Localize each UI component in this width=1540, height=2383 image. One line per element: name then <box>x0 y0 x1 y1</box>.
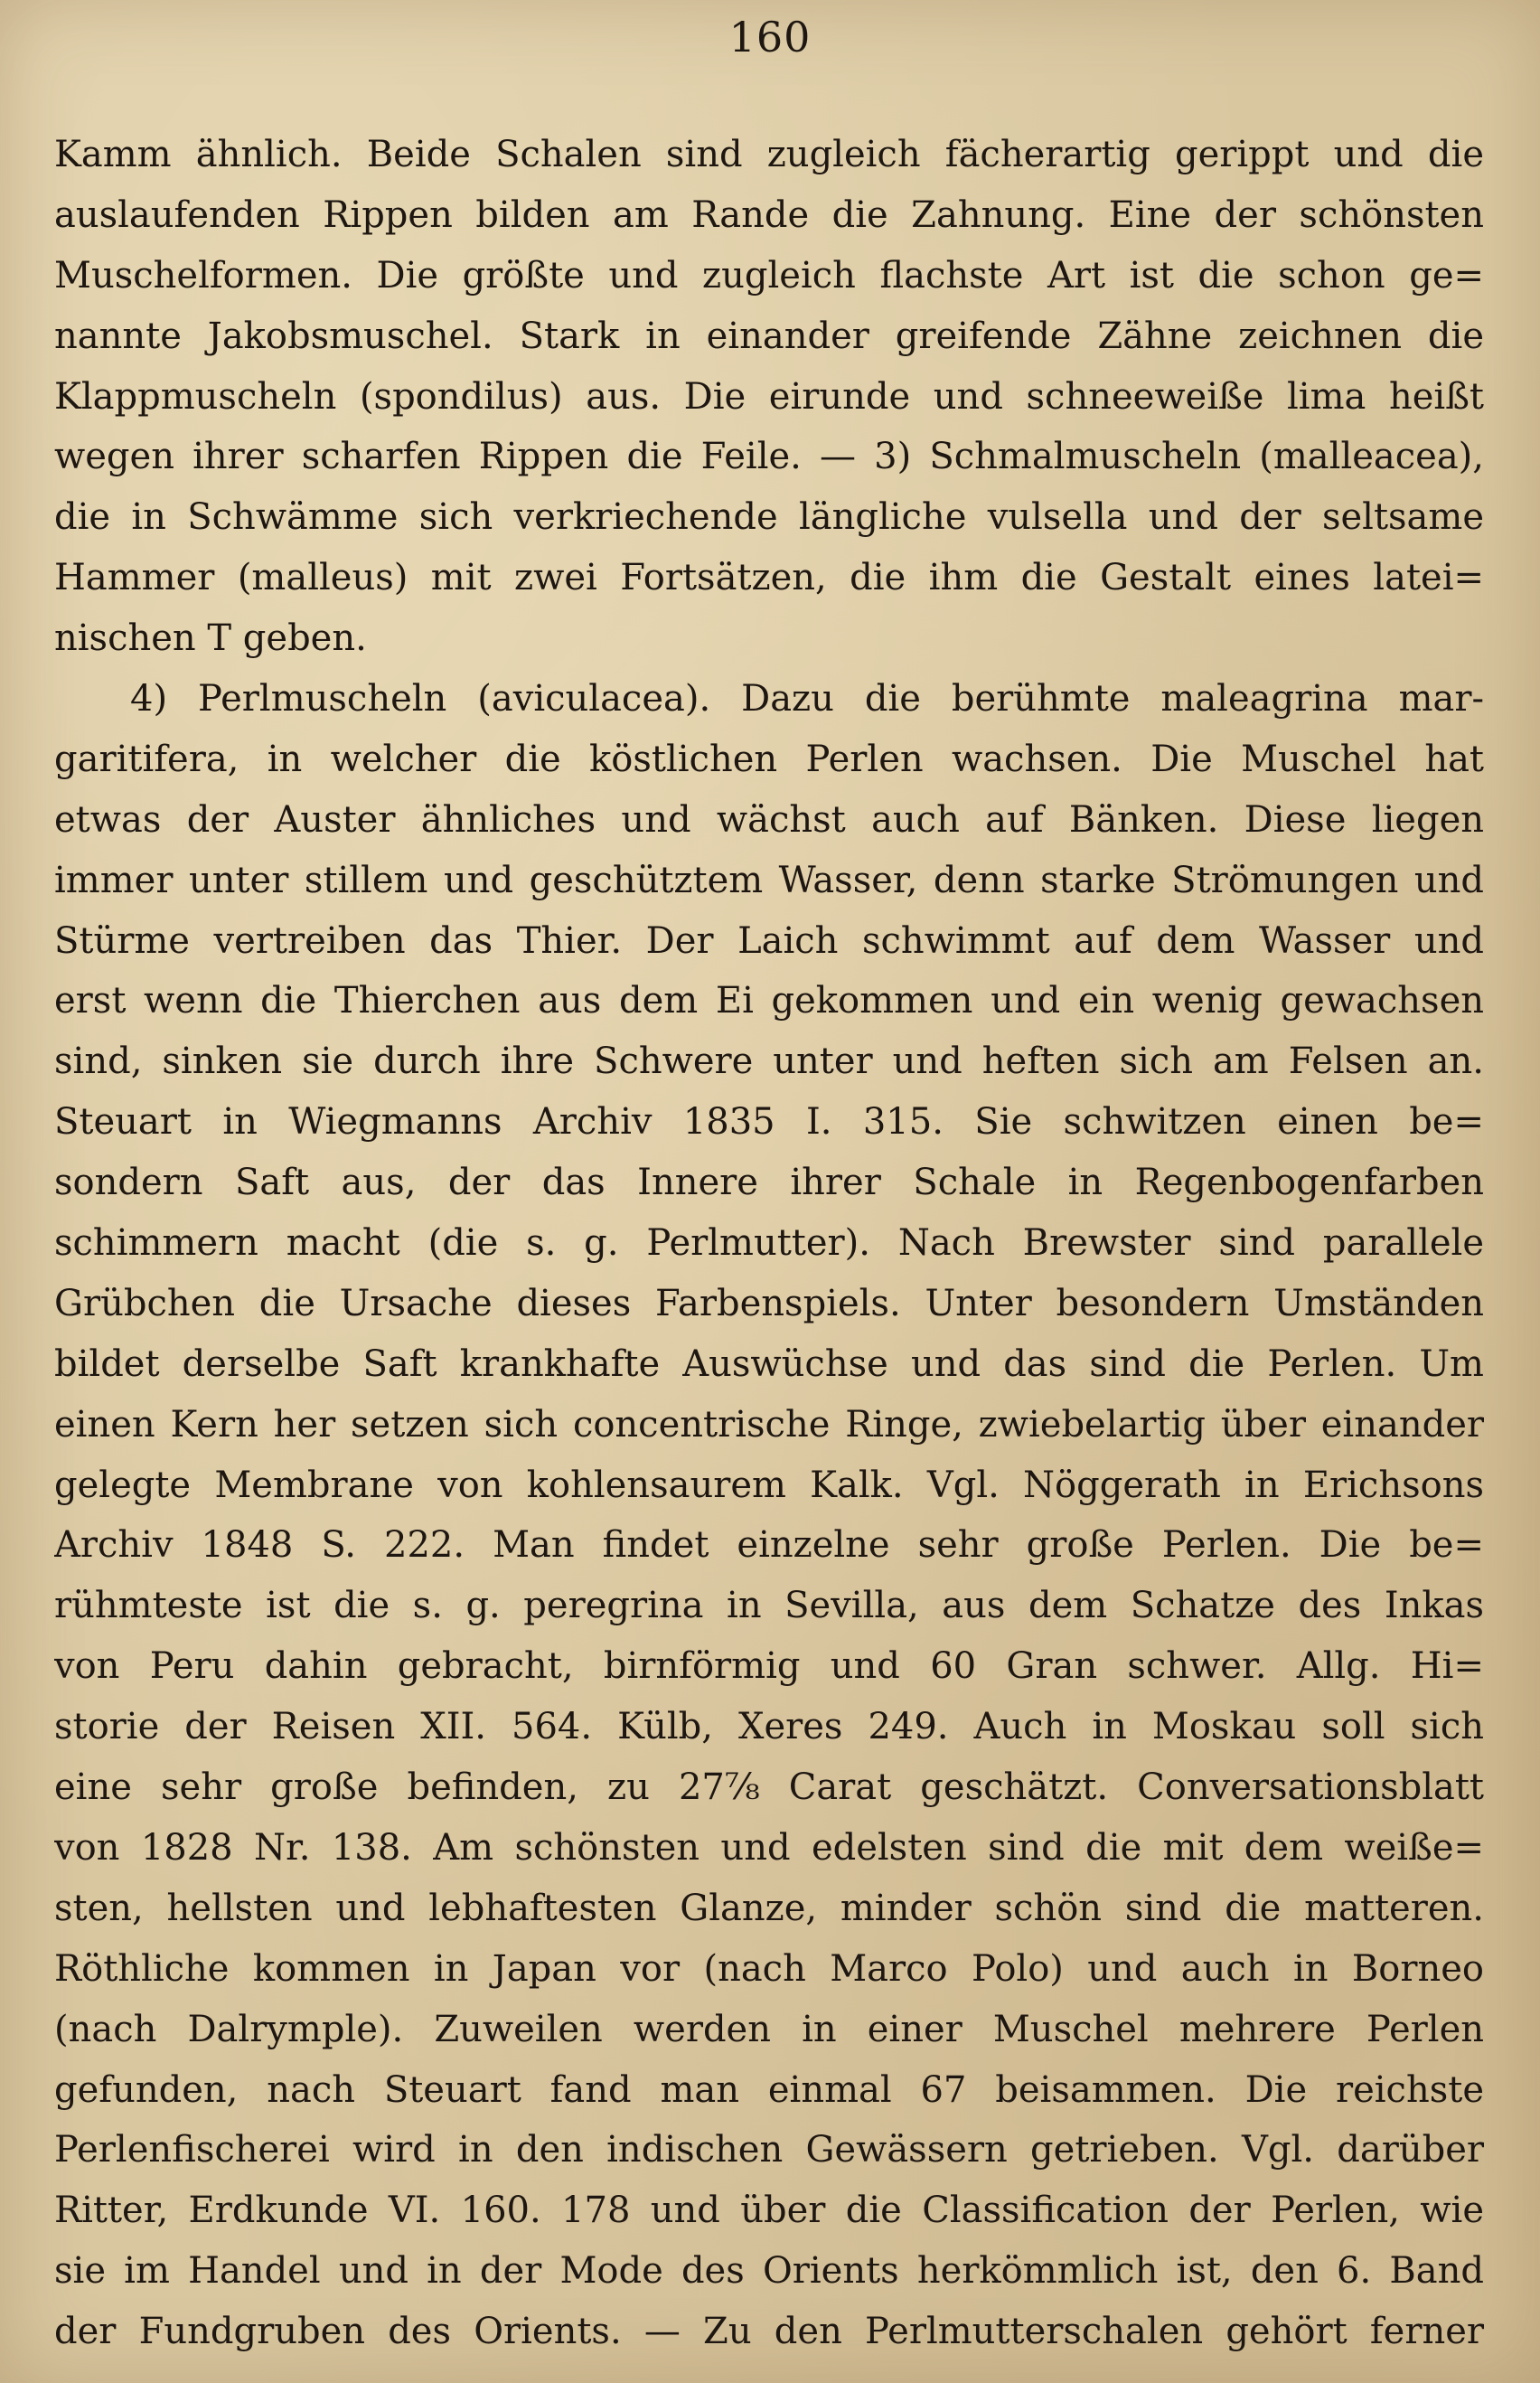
text-line: Röthliche kommen in Japan vor (nach Marco Polo) und auch in Borneo <box>54 1947 1484 1990</box>
text-line: Steuart in Wiegmanns Archiv 1835 I. 315. Sie schwitzen einen be= <box>54 1101 1484 1144</box>
text-line: einen Kern her setzen sich concentrische Ringe, zwiebelartig über einander <box>54 1403 1484 1446</box>
text-line: schimmern macht (die s. g. Perlmutter). Nach Brewster sind parallele <box>54 1222 1484 1265</box>
text-line: wegen ihrer scharfen Rippen die Feile. — 3) Schmalmuscheln (malleacea), <box>54 436 1484 478</box>
text-line: gefunden, nach Steuart fand man einmal 67 beisammen. Die reichste <box>54 2068 1484 2111</box>
text-line: Kamm ähnlich. Beide Schalen sind zugleich fächerartig gerippt und die <box>54 134 1484 175</box>
text-line: nischen T geben. <box>54 617 367 660</box>
text-line: der Fundgruben des Orients. — Zu den Perlmutterschalen gehört ferner <box>54 2311 1484 2353</box>
text-line: Perlenfischerei wird in den indischen Gewässern getrieben. Vgl. darüber <box>54 2129 1484 2171</box>
text-line: sind, sinken sie durch ihre Schwere unter und heften sich am Felsen an. <box>54 1041 1484 1083</box>
text-line: Ritter, Erdkunde VI. 160. 178 und über die Classification der Perlen, wie <box>54 2190 1484 2232</box>
text-line: immer unter stillem und geschütztem Wasser, denn starke Strömungen und <box>54 859 1484 901</box>
text-line: sie im Handel und in der Mode des Orients herkömmlich ist, den 6. Band <box>54 2250 1484 2293</box>
text-line: bildet derselbe Saft krankhafte Auswüchse und das sind die Perlen. Um <box>54 1342 1484 1385</box>
page-number: 160 <box>728 13 812 61</box>
text-line: Grübchen die Ursache dieses Farbenspiels. Unter besondern Umständen <box>54 1282 1484 1324</box>
text-block <box>54 125 1484 2362</box>
text-line: Archiv 1848 S. 222. Man findet einzelne sehr große Perlen. Die be= <box>54 1524 1484 1567</box>
text-line: sondern Saft aus, der das Innere ihrer Schale in Regenbogenfarben <box>54 1162 1484 1204</box>
text-line: die in Schwämme sich verkriechende längliche vulsella und der seltsame <box>54 496 1484 539</box>
text-line: garitifera, in welcher die köstlichen Perlen wachsen. Die Muschel hat <box>54 738 1484 780</box>
text-line: 4) Perlmuscheln (aviculacea). Dazu die berühmte maleagrina mar- <box>130 678 1484 721</box>
text-line: Hammer (malleus) mit zwei Fortsätzen, die ihm die Gestalt eines latei= <box>54 557 1484 599</box>
text-line: sten, hellsten und lebhaftesten Glanze, minder schön sind die matteren. <box>54 1887 1484 1929</box>
text-line: Muschelformen. Die größte und zugleich flachste Art ist die schon ge= <box>54 254 1484 297</box>
text-line: (nach Dalrymple). Zuweilen werden in einer Muschel mehrere Perlen <box>54 2008 1484 2050</box>
text-line: auslaufenden Rippen bilden am Rande die Zahnung. Eine der schönsten <box>54 193 1484 236</box>
text-line: Stürme vertreiben das Thier. Der Laich schwimmt auf dem Wasser und <box>54 919 1484 962</box>
text-line: nannte Jakobsmuschel. Stark in einander greifende Zähne zeichnen die <box>54 315 1484 357</box>
text-line: storie der Reisen XII. 564. Külb, Xeres 249. Auch in Moskau soll sich <box>54 1706 1484 1748</box>
text-line: erst wenn die Thierchen aus dem Ei gekommen und ein wenig gewachsen <box>54 980 1484 1022</box>
text-line: von Peru dahin gebracht, birnförmig und 60 Gran schwer. Allg. Hi= <box>54 1645 1484 1688</box>
text-line: etwas der Auster ähnliches und wächst auch auf Bänken. Diese liegen <box>54 798 1484 841</box>
text-line: von 1828 Nr. 138. Am schönsten und edelsten sind die mit dem weiße= <box>54 1826 1484 1869</box>
text-line: rühmteste ist die s. g. peregrina in Sevilla, aus dem Schatze des Inkas <box>54 1585 1484 1627</box>
text-line: gelegte Membrane von kohlensaurem Kalk. Vgl. Nöggerath in Erichsons <box>54 1464 1484 1506</box>
text-line: eine sehr große befinden, zu 27⁷⁄₈ Carat geschätzt. Conversationsblatt <box>54 1766 1484 1809</box>
text-line: Klappmuscheln (spondilus) aus. Die eirunde und schneeweiße lima heißt <box>54 375 1484 418</box>
